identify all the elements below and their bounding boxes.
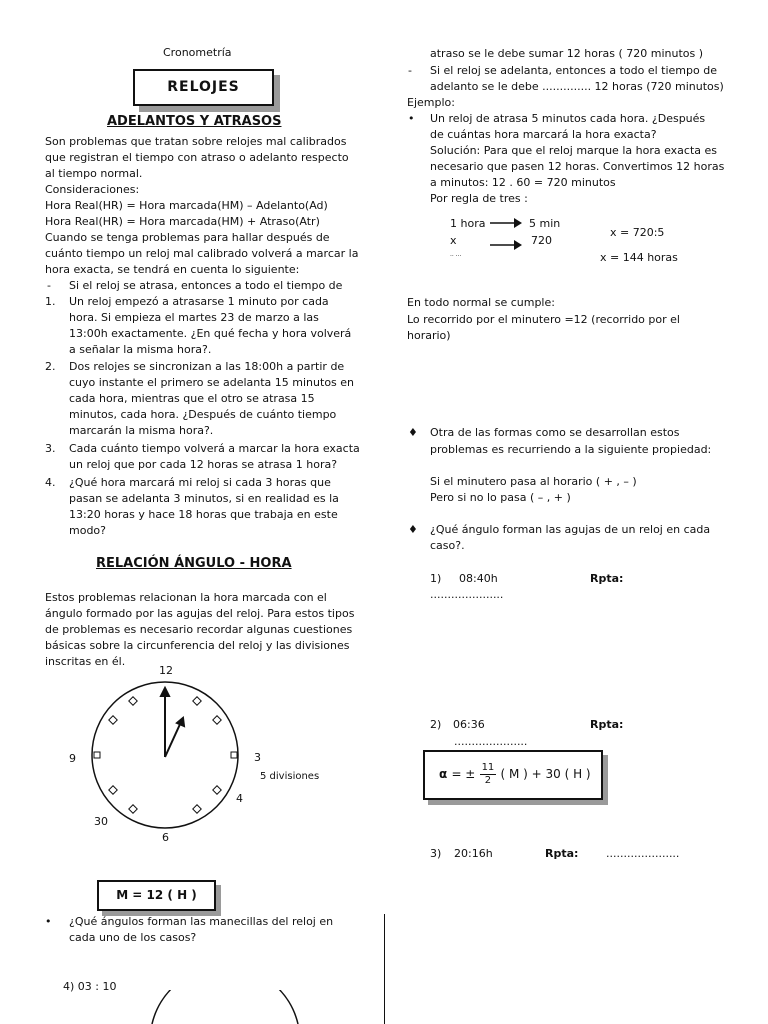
otra-line: problemas es recurriendo a la siguiente propiedad: <box>430 443 712 456</box>
arrow-head-icon <box>514 240 522 250</box>
relacion-line: ángulo formado por las agujas del reloj. Para estos tipos <box>45 607 355 620</box>
cuando-line: cuánto tiempo un reloj mal calibrado volverá a marcar la <box>45 247 359 260</box>
clock-partial-arc <box>152 990 298 1024</box>
ejemplo-line: de cuántas hora marcará la hora exacta? <box>430 128 657 141</box>
clock-label-30: 30 <box>94 815 108 828</box>
relacion-line: básicas sobre la circunferencia del reloj y las divisiones <box>45 639 350 652</box>
problem-line: Dos relojes se sincronizan a las 18:00h a partir de <box>69 360 345 373</box>
clock-partial <box>140 990 320 1024</box>
considerations-label: Consideraciones: <box>45 183 140 196</box>
ejemplo-line: Solución: Para que el reloj marque la hora exacta es <box>430 144 717 157</box>
dash-marker: - <box>408 64 412 77</box>
answer-blank: ..................... <box>606 847 680 860</box>
normal-line: horario) <box>407 329 451 342</box>
alpha-fraction <box>480 762 497 787</box>
case-time: 06:36 <box>453 718 485 731</box>
problem-line: ¿Qué hora marcará mi reloj si cada 3 horas que <box>69 476 331 489</box>
si-line: Si el minutero pasa al horario ( + , – ) <box>430 475 637 488</box>
problem-line: cuyo instante el primero se adelanta 15 minutos en <box>69 376 355 389</box>
dash-item-adelanta: Si el reloj se adelanta, entonces a todo el tiempo de <box>430 64 717 77</box>
relacion-line: Estos problemas relacionan la hora marcada con el <box>45 591 327 604</box>
cont-line: atraso se le debe sumar 12 horas ( 720 minutos ) <box>430 47 704 60</box>
relacion-line: inscritas en él. <box>45 655 126 668</box>
formula-adelanto: Hora Real(HR) = Hora marcada(HM) – Adelanto(Ad) <box>45 199 328 212</box>
dash-marker: - <box>47 279 51 292</box>
clock-label-divisions: 5 divisiones <box>260 771 320 782</box>
clock-hands <box>161 688 184 757</box>
alpha-symbol: α <box>439 767 448 781</box>
hour-hand <box>165 722 181 757</box>
hour-hand-tip <box>177 718 184 726</box>
division-marker <box>109 786 117 794</box>
division-marker <box>129 805 137 813</box>
division-marker <box>129 697 137 705</box>
rule-r1: x = 720:5 <box>610 226 665 239</box>
clock-label-6: 6 <box>162 831 169 844</box>
normal-line: En todo normal se cumple: <box>407 296 555 309</box>
case-4-label: 4) 03 : 10 <box>63 980 117 993</box>
rpta-label: Rpta: <box>590 718 624 731</box>
cuando-line: hora exacta, se tendrá en cuenta lo siguiente: <box>45 263 300 276</box>
problem-line: pasan se adelanta 3 minutos, si en realidad es la <box>69 492 339 505</box>
problem-line: Un reloj empezó a atrasarse 1 minuto por cada <box>69 295 329 308</box>
case-time: 08:40h <box>459 572 498 585</box>
clock-label-4: 4 <box>236 792 243 805</box>
problem-number: 4. <box>45 476 56 489</box>
ejemplo-line: a minutos: 12 . 60 = 720 minutos <box>430 176 616 189</box>
ejemplo-line: Por regla de tres : <box>430 192 528 205</box>
alpha-denominator: 2 <box>484 775 492 786</box>
alpha-eq: = ± <box>451 767 476 781</box>
formula-box-m: M = 12 ( H ) <box>97 880 216 911</box>
rule-a2: 5 min <box>529 217 561 230</box>
arrow-head-icon <box>514 218 522 228</box>
intro-line: al tiempo normal. <box>45 167 143 180</box>
problem-line: cada hora, mientras que el otro se atrasa 15 <box>69 392 315 405</box>
rule-arrows <box>488 215 524 255</box>
normal-line: Lo recorrido por el minutero =12 (recorrido por el <box>407 313 680 326</box>
clock-label-3: 3 <box>254 751 261 764</box>
rule-b1: x <box>450 234 457 247</box>
case-time: 20:16h <box>454 847 493 860</box>
formula-box-alpha <box>423 750 603 800</box>
answer-blank: ..................... <box>430 588 504 601</box>
problem-number: 2. <box>45 360 56 373</box>
pero-line: Pero si no lo pasa ( – , + ) <box>430 491 571 504</box>
bullet-marker: • <box>45 915 52 928</box>
case-label: 1) <box>430 572 442 585</box>
rule-b2: 720 <box>531 234 552 247</box>
division-marker <box>231 752 237 758</box>
division-marker <box>193 697 201 705</box>
problem-line: modo? <box>69 524 106 537</box>
rpta-label: Rpta: <box>545 847 579 860</box>
relacion-line: de problemas es necesario recordar algunas cuestiones <box>45 623 353 636</box>
alpha-rest: ( M ) + 30 ( H ) <box>500 767 591 781</box>
formula-atraso: Hora Real(HR) = Hora marcada(HM) + Atraso(Atr) <box>45 215 320 228</box>
intro-line: que registran el tiempo con atraso o adelanto respecto <box>45 151 349 164</box>
ejemplo-line: Un reloj de atrasa 5 minutos cada hora. ¿Después <box>430 112 706 125</box>
problem-line: minutos, cada hora. ¿Después de cuánto tiempo <box>69 408 337 421</box>
division-marker <box>193 805 201 813</box>
ejemplo-label: Ejemplo: <box>407 96 455 109</box>
rpta-label: Rpta: <box>590 572 624 585</box>
rule-r2: x = 144 horas <box>600 251 678 264</box>
case-label: 2) <box>430 718 442 731</box>
division-marker <box>109 716 117 724</box>
dash-item-atrasa: Si el reloj se atrasa, entonces a todo el tiempo de <box>69 279 343 292</box>
bullet-marker: • <box>408 112 415 125</box>
page-header: Cronometría <box>163 46 232 59</box>
problem-line: hora. Si empieza el martes 23 de marzo a las <box>69 311 319 324</box>
problem-line: marcarán la misma hora?. <box>69 424 214 437</box>
division-marker <box>94 752 100 758</box>
angulo-line: ¿Qué ángulo forman las agujas de un reloj en cada <box>430 523 711 536</box>
case-label: 3) <box>430 847 442 860</box>
clock-label-12: 12 <box>159 664 173 677</box>
problem-line: 13:20 horas y hace 18 horas que trabaja en este <box>69 508 338 521</box>
dash-item-adelanta: adelanto se le debe .............. 12 horas (720 minutos) <box>430 80 724 93</box>
intro-line: Son problemas que tratan sobre relojes mal calibrados <box>45 135 347 148</box>
title-relojes: RELOJES <box>133 69 274 106</box>
ejemplo-line: necesario que pasen 12 horas. Convertimos 12 horas <box>430 160 725 173</box>
diamond-bullet-icon: ♦ <box>408 426 418 439</box>
minute-hand-tip <box>161 688 169 696</box>
problem-number: 3. <box>45 442 56 455</box>
heading-adelantos-atrasos: ADELANTOS Y ATRASOS <box>107 114 282 129</box>
diamond-bullet-icon: ♦ <box>408 523 418 536</box>
column-divider <box>384 914 385 1024</box>
rule-small: .. ... <box>450 251 462 258</box>
division-marker <box>213 716 221 724</box>
division-marker <box>213 786 221 794</box>
cuando-line: Cuando se tenga problemas para hallar después de <box>45 231 330 244</box>
heading-relacion-angulo-hora: RELACIÓN ÁNGULO - HORA <box>96 556 292 571</box>
problem-number: 1. <box>45 295 56 308</box>
problem-line: Cada cuánto tiempo volverá a marcar la hora exacta <box>69 442 360 455</box>
question-line: ¿Qué ángulos forman las manecillas del reloj en <box>69 915 334 928</box>
clock-label-9: 9 <box>69 752 76 765</box>
problem-line: a señalar la misma hora?. <box>69 343 212 356</box>
answer-blank: ..................... <box>454 735 528 748</box>
problem-line: un reloj que por cada 12 horas se atrasa 1 hora? <box>69 458 338 471</box>
question-line: cada uno de los casos? <box>69 931 197 944</box>
alpha-numerator: 11 <box>481 762 495 773</box>
problem-line: 13:00h exactamente. ¿En qué fecha y hora volverá <box>69 327 352 340</box>
rule-a1: 1 hora <box>450 217 486 230</box>
angulo-line: caso?. <box>430 539 465 552</box>
otra-line: Otra de las formas como se desarrollan estos <box>430 426 680 439</box>
